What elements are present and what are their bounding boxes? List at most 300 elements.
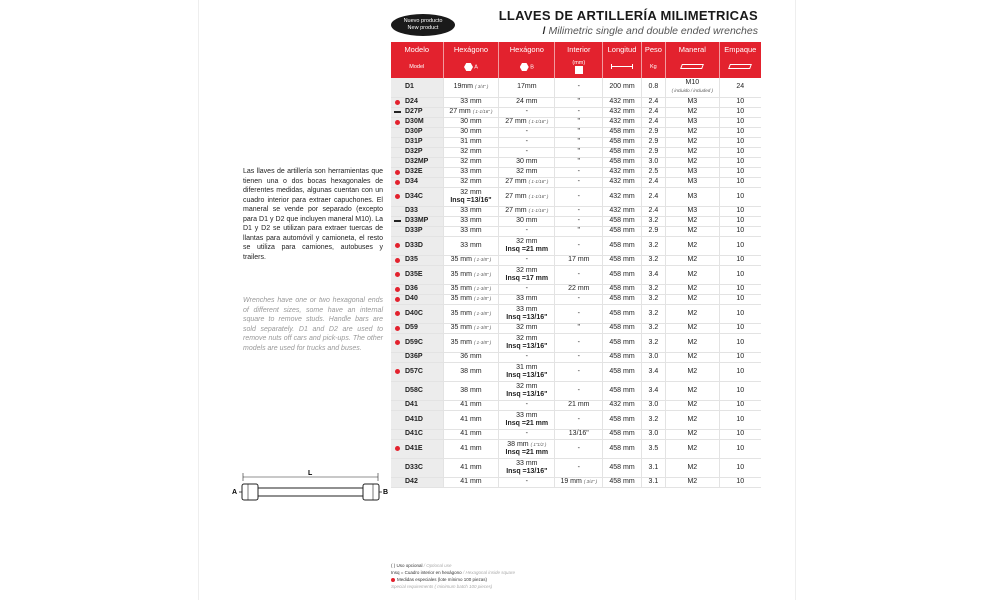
hex-b-value: 32 mm [516, 266, 538, 274]
cell-interior [555, 137, 603, 147]
handle-value: M2 [687, 227, 698, 234]
cell-handle [666, 255, 720, 265]
model-code: D32MP [405, 158, 429, 165]
handle-value: M2 [687, 217, 698, 224]
cell-hex-b [499, 410, 555, 429]
interior-value: - [577, 386, 580, 394]
cell-pack: 10 [719, 265, 761, 284]
cell-model [391, 226, 443, 236]
cell-pack: 10 [719, 236, 761, 255]
cell-interior [555, 97, 603, 107]
cell-hex-b [499, 157, 555, 167]
interior-value: " [577, 158, 581, 165]
col-weight: Peso [641, 42, 665, 56]
cell-handle [666, 439, 720, 458]
cell-hex-a [443, 255, 499, 265]
table-row [391, 410, 761, 429]
legend-insq [391, 569, 761, 576]
model-code: D35E [405, 270, 423, 278]
cell-model [391, 439, 443, 458]
cell-pack: 10 [719, 117, 761, 127]
cell-hex-b [499, 177, 555, 187]
handle-value: M2 [687, 138, 698, 145]
special-order-dot-icon [395, 340, 400, 345]
interior-value: " [577, 227, 581, 234]
cell-pack: 10 [719, 477, 761, 487]
cell-pack: 10 [719, 167, 761, 177]
cell-length: 432 mm [603, 206, 641, 216]
interior-value: 22 mm [568, 285, 590, 292]
interior-value: - [577, 241, 580, 249]
cell-weight: 2.4 [641, 117, 665, 127]
cell-hex-b [499, 333, 555, 352]
hex-b-insq: Insq =21 mm [505, 448, 549, 456]
cell-length: 458 mm [603, 381, 641, 400]
cell-model [391, 177, 443, 187]
interior-value: - [577, 415, 580, 423]
cell-length: 432 mm [603, 187, 641, 206]
cell-pack: 10 [719, 284, 761, 294]
handle-value: M3 [687, 118, 698, 125]
hex-a-note: ( 1-3/8" ) [473, 286, 492, 291]
diagram-label-a: A [232, 489, 238, 496]
hex-a-value: 35 mm [450, 295, 472, 302]
handle-value: M2 [687, 430, 698, 437]
hex-a-letter: A [474, 64, 478, 71]
page-title: LLAVES DE ARTILLERÍA MILIMETRICAS [498, 8, 758, 23]
cell-length: 432 mm [603, 177, 641, 187]
handle-value: M3 [687, 168, 698, 175]
hex-a-value: 30 mm [460, 118, 482, 125]
special-order-dot-icon [395, 180, 400, 185]
cell-hex-b [499, 304, 555, 323]
interior-value: - [577, 108, 580, 115]
model-code: D24 [405, 98, 418, 105]
cell-weight: 3.1 [641, 458, 665, 477]
cell-interior [555, 333, 603, 352]
cell-model [391, 97, 443, 107]
handle-value: M2 [687, 309, 698, 317]
hex-b-value: 30 mm [516, 217, 538, 224]
cell-handle [666, 265, 720, 284]
page-subtitle [480, 25, 758, 37]
page-border-left [198, 0, 199, 600]
hex-a-value: 35 mm [450, 256, 472, 263]
cell-model [391, 294, 443, 304]
cell-hex-a [443, 147, 499, 157]
description-en: Wrenches have one or two hexagonal ends of different sizes, some have an internal square to remove studs. Handle bars are sold separately. D1 and D2 are used to remove nuts off cars and pick-ups. The other models are used for trucks and buses. [243, 297, 383, 352]
cell-hex-b [499, 284, 555, 294]
cell-hex-b [499, 187, 555, 206]
cell-model [391, 333, 443, 352]
col-hex-a: Hexágono [443, 42, 499, 56]
cell-model [391, 187, 443, 206]
red-dot-icon [391, 578, 395, 582]
cell-hex-a [443, 333, 499, 352]
subtitle-text: Milimetric single and double ended wrenches [548, 25, 758, 37]
hex-b-value: 32 mm [516, 324, 538, 331]
special-order-dot-icon [395, 272, 400, 277]
interior-value: - [577, 353, 580, 360]
hex-b-value: - [525, 430, 528, 437]
special-order-dot-icon [395, 258, 400, 263]
cell-hex-b [499, 226, 555, 236]
cell-interior [555, 226, 603, 236]
cell-pack: 10 [719, 226, 761, 236]
model-code: D35 [405, 256, 418, 263]
header-icon-row [391, 56, 761, 78]
cell-interior [555, 458, 603, 477]
cell-pack: 10 [719, 157, 761, 167]
cell-model [391, 284, 443, 294]
cell-handle [666, 400, 720, 410]
legend-special-es: Medidas especiales (lote mínimo 100 piezas) [397, 577, 488, 582]
cell-hex-a [443, 97, 499, 107]
interior-value: " [577, 128, 581, 135]
cell-hex-a [443, 137, 499, 147]
hex-b-insq: Insq =21 mm [505, 419, 549, 427]
cell-handle [666, 206, 720, 216]
cell-handle [666, 477, 720, 487]
cell-weight: 2.9 [641, 127, 665, 137]
model-code: D59C [405, 338, 423, 346]
table-row [391, 117, 761, 127]
handle-value: M2 [687, 386, 698, 394]
col-length: Longitud [603, 42, 641, 56]
model-code: D32E [405, 168, 423, 175]
hex-a-value: 32 mm [460, 148, 482, 155]
hex-b-insq: Insq =13/16" [506, 313, 548, 321]
cell-length: 458 mm [603, 284, 641, 294]
cell-hex-b [499, 236, 555, 255]
cell-handle [666, 458, 720, 477]
interior-value: " [577, 148, 581, 155]
cell-length: 458 mm [603, 236, 641, 255]
cell-hex-b [499, 167, 555, 177]
model-code: D33P [405, 227, 423, 234]
cell-hex-a [443, 304, 499, 323]
hex-a-value: 35 mm [450, 338, 472, 346]
cell-hex-a [443, 177, 499, 187]
interior-value: - [577, 463, 580, 471]
legend-optional-es: ( ) Uso opcional [391, 563, 423, 568]
special-order-dot-icon [395, 446, 400, 451]
cell-handle [666, 127, 720, 137]
cell-interior [555, 362, 603, 381]
page-border-right [795, 0, 796, 600]
cell-hex-b [499, 352, 555, 362]
interior-value: 13/16" [568, 430, 589, 437]
hexagon-icon [520, 63, 529, 71]
cell-handle [666, 304, 720, 323]
handle-value: M10 [685, 79, 700, 87]
cell-pack: 10 [719, 206, 761, 216]
legend-special-en-text: Special requirements ( minimum batch 100 pieces) [391, 584, 493, 589]
table-row [391, 400, 761, 410]
cell-hex-a [443, 236, 499, 255]
legend-insq-es: Insq = Cuadro interior en hexágono [391, 570, 462, 575]
handle-value: M2 [687, 128, 698, 135]
cell-pack: 10 [719, 362, 761, 381]
cell-handle [666, 137, 720, 147]
hex-a-value: 31 mm [460, 138, 482, 145]
table-row [391, 127, 761, 137]
cell-weight: 3.2 [641, 304, 665, 323]
hex-b-value: 33 mm [516, 305, 538, 313]
handle-bar-icon [680, 64, 704, 69]
hex-a-note: ( 1-1/16" ) [472, 109, 493, 114]
cell-hex-b [499, 78, 555, 97]
hex-b-note: ( 1"1/2 ) [530, 441, 547, 447]
interior-note: ( 3/4" ) [583, 479, 598, 484]
cell-hex-b [499, 439, 555, 458]
cell-hex-b [499, 107, 555, 117]
table-row [391, 236, 761, 255]
cell-hex-a [443, 78, 499, 97]
hex-b-value: 32 mm [516, 334, 538, 342]
interior-value: - [577, 444, 580, 452]
cell-model [391, 147, 443, 157]
cell-hex-a [443, 410, 499, 429]
cell-interior [555, 78, 603, 97]
model-code: D34 [405, 178, 418, 185]
cell-weight: 3.5 [641, 439, 665, 458]
cell-weight: 2.4 [641, 206, 665, 216]
cell-hex-a [443, 265, 499, 284]
cell-weight: 3.2 [641, 216, 665, 226]
cell-model [391, 78, 443, 97]
table-row [391, 107, 761, 117]
model-code: D33MP [405, 217, 429, 224]
cell-weight: 3.2 [641, 294, 665, 304]
hex-b-insq: Insq =21 mm [505, 245, 549, 253]
interior-value: - [577, 295, 580, 302]
special-order-dot-icon [395, 311, 400, 316]
col-handle: Maneral [666, 42, 720, 56]
hex-b-value: 31 mm [516, 363, 538, 371]
hex-b-insq: Insq =13/16" [506, 342, 548, 350]
cell-interior [555, 477, 603, 487]
cell-interior [555, 284, 603, 294]
cell-hex-a [443, 400, 499, 410]
interior-value: - [577, 338, 580, 346]
cell-length: 458 mm [603, 147, 641, 157]
cell-model [391, 117, 443, 127]
cell-pack: 10 [719, 137, 761, 147]
hex-a-value: 38 mm [460, 386, 482, 394]
cell-pack: 10 [719, 458, 761, 477]
subheader-hex-b [499, 56, 555, 78]
table-row [391, 265, 761, 284]
hex-b-value: 32 mm [516, 237, 538, 245]
cell-length: 432 mm [603, 167, 641, 177]
table-row [391, 352, 761, 362]
hex-b-value: - [525, 478, 528, 485]
table-row [391, 167, 761, 177]
cell-hex-a [443, 381, 499, 400]
cell-length: 458 mm [603, 333, 641, 352]
hex-a-value: 35 mm [450, 324, 472, 331]
interior-value: 21 mm [568, 401, 590, 408]
cell-interior [555, 177, 603, 187]
handle-value: M2 [687, 285, 698, 292]
hex-a-value: 41 mm [460, 478, 482, 485]
cell-model [391, 304, 443, 323]
hex-a-value: 35 mm [450, 309, 472, 317]
cell-length: 458 mm [603, 410, 641, 429]
badge-line-en: New product [407, 25, 439, 31]
cell-weight: 2.9 [641, 147, 665, 157]
cell-model [391, 107, 443, 117]
subheader-pack [719, 56, 761, 78]
hex-b-value: 27 mm [505, 207, 527, 214]
cell-length: 458 mm [603, 477, 641, 487]
model-code: D33 [405, 207, 418, 214]
hex-b-value: 32 mm [516, 382, 538, 390]
table-row [391, 255, 761, 265]
cell-weight: 3.0 [641, 429, 665, 439]
hex-a-value: 36 mm [460, 353, 482, 360]
cell-hex-a [443, 362, 499, 381]
header-row [391, 42, 761, 56]
handle-value: M2 [687, 478, 698, 485]
cell-handle [666, 97, 720, 107]
hex-b-insq: Insq =13/16" [506, 390, 548, 398]
cell-handle [666, 352, 720, 362]
col-pack: Empaque [719, 42, 761, 56]
interior-value: 17 mm [568, 256, 590, 263]
table-row [391, 284, 761, 294]
cell-handle [666, 187, 720, 206]
handle-value: M3 [687, 98, 698, 105]
table-row [391, 323, 761, 333]
handle-value: M3 [687, 207, 698, 214]
wrench-diagram [228, 468, 393, 508]
cell-weight: 3.4 [641, 362, 665, 381]
cell-hex-a [443, 226, 499, 236]
cell-length: 458 mm [603, 255, 641, 265]
interior-value: " [577, 324, 581, 331]
cell-hex-a [443, 439, 499, 458]
model-code: D36P [405, 353, 423, 360]
hex-a-value: 32 mm [460, 158, 482, 165]
model-code: D41E [405, 444, 423, 452]
hex-b-value: - [525, 108, 528, 115]
cell-model [391, 216, 443, 226]
hex-a-value: 33 mm [460, 168, 482, 175]
col-hex-b: Hexágono [499, 42, 555, 56]
hex-b-note: ( 1-1/16" ) [528, 119, 549, 124]
handle-value: M2 [687, 158, 698, 165]
cell-model [391, 477, 443, 487]
cell-hex-a [443, 216, 499, 226]
col-model: Modelo [391, 42, 443, 56]
cell-handle [666, 362, 720, 381]
subheader-hex-a [443, 56, 499, 78]
spec-table-body [391, 78, 761, 487]
cell-hex-a [443, 187, 499, 206]
cell-model [391, 167, 443, 177]
cell-interior [555, 216, 603, 226]
special-order-dot-icon [395, 170, 400, 175]
model-code: D34C [405, 192, 423, 200]
handle-value: M2 [687, 256, 698, 263]
cell-length: 458 mm [603, 352, 641, 362]
table-row [391, 458, 761, 477]
subheader-length [603, 56, 641, 78]
cell-model [391, 458, 443, 477]
interior-value: 19 mm [560, 478, 582, 485]
cell-pack: 10 [719, 147, 761, 157]
cell-interior [555, 410, 603, 429]
hex-a-value: 19mm [453, 83, 474, 91]
cell-pack: 10 [719, 187, 761, 206]
hex-b-value: - [525, 128, 528, 135]
package-icon [728, 64, 752, 69]
special-order-dot-icon [395, 287, 400, 292]
cell-hex-b [499, 255, 555, 265]
cell-handle [666, 333, 720, 352]
cell-model [391, 127, 443, 137]
hex-a-value: 41 mm [460, 430, 482, 437]
cell-model [391, 352, 443, 362]
hex-b-value: - [525, 285, 528, 292]
cell-weight: 2.4 [641, 107, 665, 117]
spec-table [391, 42, 761, 488]
cell-weight: 2.4 [641, 187, 665, 206]
hex-a-insq: Insq =13/16" [450, 196, 492, 204]
cell-weight: 3.2 [641, 255, 665, 265]
hex-b-insq: Insq =13/16" [506, 371, 548, 379]
cell-hex-a [443, 284, 499, 294]
cell-interior [555, 352, 603, 362]
hex-a-value: 27 mm [449, 108, 471, 115]
cell-hex-a [443, 323, 499, 333]
cell-weight: 3.4 [641, 381, 665, 400]
cell-pack: 10 [719, 429, 761, 439]
legend-special [391, 576, 761, 583]
handle-value: M2 [687, 241, 698, 249]
special-order-dot-icon [395, 120, 400, 125]
model-code: D1 [405, 83, 414, 91]
hex-a-value: 35 mm [450, 285, 472, 292]
cell-weight: 3.2 [641, 333, 665, 352]
model-code: D41D [405, 415, 423, 423]
cell-handle [666, 177, 720, 187]
cell-hex-b [499, 216, 555, 226]
legend-optional [391, 562, 761, 569]
col-interior: Interior [555, 42, 603, 56]
diagram-label-l: L [308, 470, 313, 477]
legend-special-en [391, 583, 761, 590]
cell-weight: 0.8 [641, 78, 665, 97]
cell-model [391, 236, 443, 255]
cell-interior [555, 206, 603, 216]
interior-value: - [577, 217, 580, 224]
cell-hex-a [443, 458, 499, 477]
table-row [391, 157, 761, 167]
cell-model [391, 265, 443, 284]
cell-pack: 10 [719, 107, 761, 117]
model-code: D41 [405, 401, 418, 408]
model-code: D42 [405, 478, 418, 485]
hex-a-note: ( 1-3/8" ) [473, 325, 492, 330]
interior-value: " [577, 138, 581, 145]
cell-interior [555, 439, 603, 458]
cell-hex-a [443, 167, 499, 177]
model-code: D30M [405, 118, 424, 125]
diagram-label-b: B [383, 489, 389, 496]
